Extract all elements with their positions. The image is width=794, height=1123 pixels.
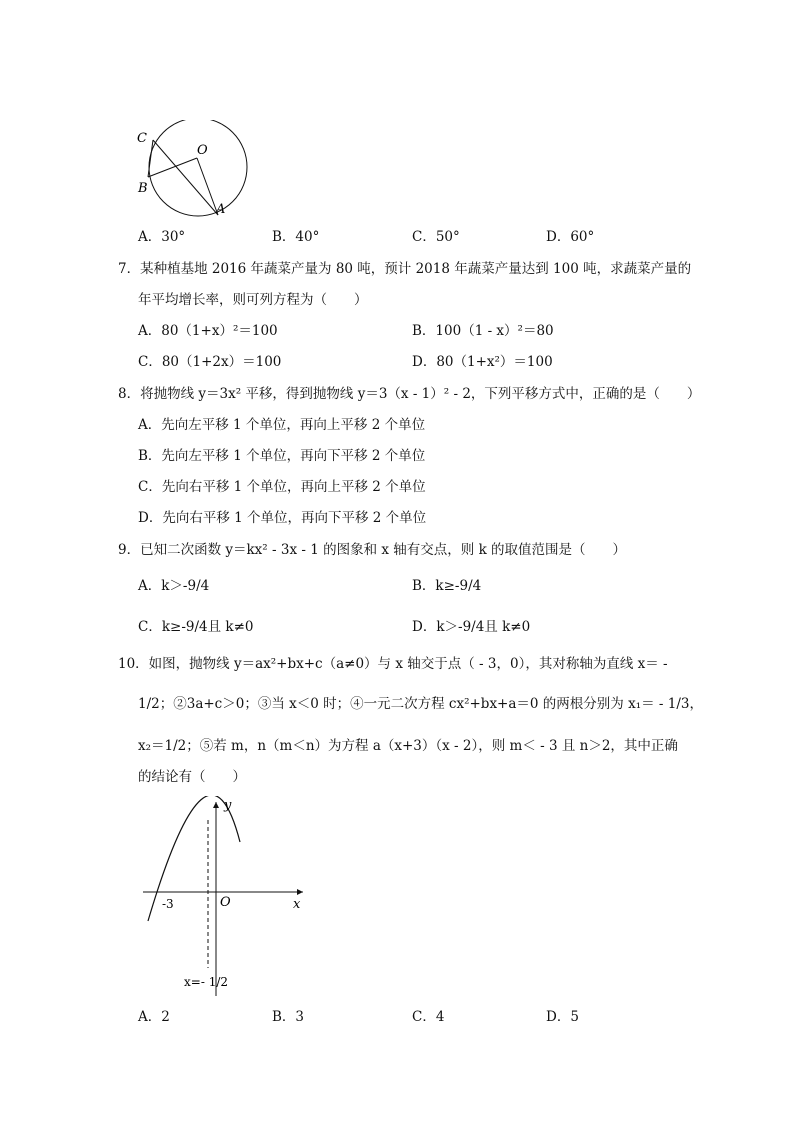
- q7-option-d[interactable]: D．80（1+x²）＝100: [412, 354, 553, 370]
- parabola-figure: [138, 796, 313, 1001]
- q6-option-b[interactable]: B．40°: [272, 229, 320, 245]
- q10-option-d[interactable]: D．5: [546, 1009, 579, 1025]
- q10-stem-line3: x₂＝1/2；⑤若 m，n（m＜n）为方程 a（x+3）（x - 2），则 m＜ - 3 且 n＞2，其中正确: [138, 738, 678, 754]
- q10-stem-line1: 10．如图，抛物线 y＝ax²+bx+c（a≠0）与 x 轴交于点（ - 3，0），其对称轴为直线 x＝ -: [118, 656, 668, 672]
- q9-option-b[interactable]: B．k≥-9/4: [412, 578, 482, 594]
- q10-option-b[interactable]: B．3: [272, 1009, 305, 1025]
- q6-option-c[interactable]: C．50°: [412, 229, 460, 245]
- label-C: C: [137, 131, 147, 146]
- q8-option-a[interactable]: A．先向左平移 1 个单位，再向上平移 2 个单位: [138, 417, 426, 433]
- q10-stem-line4: 的结论有（ ）: [138, 769, 246, 785]
- label-B: B: [138, 181, 148, 196]
- root-label: -3: [162, 897, 174, 911]
- q10-stem-line2: 1/2；②3a+c＞0；③当 x＜0 时；④一元二次方程 cx²+bx+a＝0 的两根分别为 x₁＝ - 1/3，: [138, 696, 703, 712]
- q7-option-b[interactable]: B．100（1 - x）²＝80: [412, 323, 554, 339]
- q8-option-b[interactable]: B．先向左平移 1 个单位，再向下平移 2 个单位: [138, 448, 426, 464]
- x-axis-label: x: [293, 897, 301, 912]
- q7-stem-line2: 年平均增长率，则可列方程为（ ）: [138, 292, 368, 308]
- q9-option-d[interactable]: D．k＞-9/4且 k≠0: [412, 619, 531, 635]
- q8-stem: 8．将抛物线 y＝3x² 平移，得到抛物线 y＝3（x - 1）² - 2，下列平移方式中，正确的是（ ）: [118, 386, 701, 402]
- y-axis-label: y: [224, 798, 232, 813]
- q6-option-a[interactable]: A．30°: [138, 229, 186, 245]
- label-O: O: [197, 143, 208, 158]
- q9-option-c[interactable]: C．k≥-9/4且 k≠0: [138, 619, 254, 635]
- symmetry-axis-label: x=- 1/2: [184, 975, 229, 989]
- q9-stem: 9．已知二次函数 y＝kx² - 3x - 1 的图象和 x 轴有交点，则 k 的取值范围是（ ）: [118, 542, 627, 558]
- origin-label: O: [220, 895, 231, 910]
- q7-option-c[interactable]: C．80（1+2x）＝100: [138, 354, 282, 370]
- circle: [149, 120, 247, 216]
- q10-option-a[interactable]: A．2: [138, 1009, 170, 1025]
- q6-option-d[interactable]: D．60°: [546, 229, 595, 245]
- q9-option-a[interactable]: A．k＞-9/4: [138, 578, 210, 594]
- label-A: A: [216, 202, 226, 217]
- q10-option-c[interactable]: C．4: [412, 1009, 445, 1025]
- q7-stem-line1: 7．某种植基地 2016 年蔬菜产量为 80 吨，预计 2018 年蔬菜产量达到 100 吨，求蔬菜产量的: [118, 261, 692, 277]
- q7-option-a[interactable]: A．80（1+x）²＝100: [138, 323, 278, 339]
- q8-option-d[interactable]: D．先向右平移 1 个单位，再向下平移 2 个单位: [138, 510, 427, 526]
- q8-option-c[interactable]: C．先向右平移 1 个单位，再向上平移 2 个单位: [138, 479, 426, 495]
- circle-figure: [130, 120, 260, 220]
